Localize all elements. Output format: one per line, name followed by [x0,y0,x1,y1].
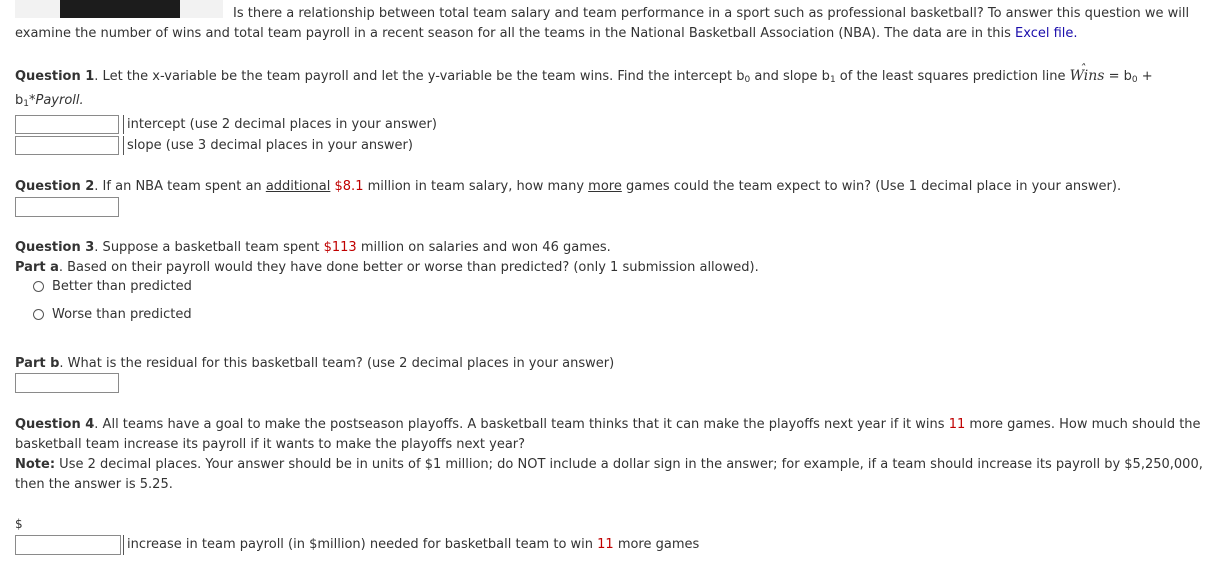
q4-num: 11 [948,417,966,432]
q4-t2: more games. How much should the [965,417,1201,432]
q2-t3: games could the team expect to win? (Use 1 decimal place in your answer). [621,179,1122,194]
question-1-line-2 [15,93,84,109]
question-1-text [15,68,1153,85]
question-1-label: Question 1 [15,69,95,84]
question-4-text [15,417,1201,432]
q1-eq-sub0: 0 [1131,75,1138,85]
additional-wins-input[interactable] [15,197,119,217]
question-4-label: Question 4 [15,417,95,432]
intercept-input[interactable] [15,115,119,134]
q2-additional: additional [265,179,331,194]
worse-than-predicted-radio[interactable] [33,309,44,320]
q3-t1: . Suppose a basketball team spent [94,240,324,255]
payroll-increase-label [123,535,699,555]
q1-text-pre: . Let the x-variable be the team payroll and let the y-variable be the team wins. Find the intercept b [94,69,745,84]
payroll-increase-text: increase in team payroll (in $million) needed for basketball team to win [127,537,598,552]
better-than-predicted-radio[interactable] [33,281,44,292]
part-b-text [15,356,614,371]
part-b-label: Part b [15,356,60,371]
part-b-question: . What is the residual for this basketball team? (use 2 decimal places in your answer) [59,356,615,371]
residual-input[interactable] [15,373,119,393]
q1-text-post: of the least squares prediction line [835,69,1070,84]
payroll-increase-post: more games [613,537,700,552]
part-a-question: . Based on their payroll would they have done better or worse than predicted? (only 1 submission allowed). [58,260,759,275]
q3-amount: $113 [323,240,357,255]
q1-b-sub1: 1 [23,99,29,109]
intro-line-2 [15,26,1078,41]
worse-than-predicted-label[interactable]: Worse than predicted [52,307,192,322]
q2-more: more [588,179,622,194]
question-2-label: Question 2 [15,179,95,194]
intercept-label: intercept (use 2 decimal places in your answer) [123,115,437,134]
part-a-text [15,260,759,275]
q2-t2: million in team salary, how many [363,179,589,194]
excel-file-link[interactable]: Excel file. [1015,26,1078,41]
wins-hat-symbol: ˆ Wins [1070,68,1105,84]
q4-note [15,457,1203,472]
payroll-increase-input[interactable] [15,535,121,555]
q1-sub1: 1 [829,75,836,85]
slope-input[interactable] [15,136,119,155]
q2-t1: . If an NBA team spent an [94,179,266,194]
q1-text-mid: and slope b [750,69,830,84]
question-3-text [15,240,611,255]
question-4-line-2: basketball team increase its payroll if it wants to make the playoffs next year? [15,437,526,452]
slope-label: slope (use 3 decimal places in your answer) [123,136,413,155]
q4-note-label: Note: [15,457,56,472]
q4-t1: . All teams have a goal to make the postseason playoffs. A basketball team thinks that it can make the playoffs next year if it wins [94,417,949,432]
q1-sub0: 0 [744,75,751,85]
intro-text: examine the number of wins and total team payroll in a recent season for all the teams in the National Basketball Association (NBA). The data are in this [15,26,1011,41]
q1-eq-post: + [1137,69,1153,84]
better-than-predicted-label[interactable]: Better than predicted [52,279,192,294]
q2-amount: $8.1 [334,179,364,194]
intro-line-1: Is there a relationship between total team salary and team performance in a sport such as professional basketball? To answer this question we will [233,6,1190,21]
part-a-label: Part a [15,260,59,275]
q1-b: b [15,93,24,108]
question-3-label: Question 3 [15,240,95,255]
q4-note-text: Use 2 decimal places. Your answer should be in units of $1 million; do NOT include a dollar sign in the answer; for example, if a team should increase its payroll by $5,250,000, [55,457,1203,472]
dollar-sign: $ [15,517,23,531]
q3-t2: million on salaries and won 46 games. [356,240,611,255]
banner-image-dark-region [60,0,180,18]
q1-eq: = b [1104,69,1132,84]
question-2-text [15,179,1121,194]
q1-payroll-text: *Payroll. [29,93,84,108]
q4-note-line-2: then the answer is 5.25. [15,477,173,492]
payroll-increase-num: 11 [597,537,614,552]
